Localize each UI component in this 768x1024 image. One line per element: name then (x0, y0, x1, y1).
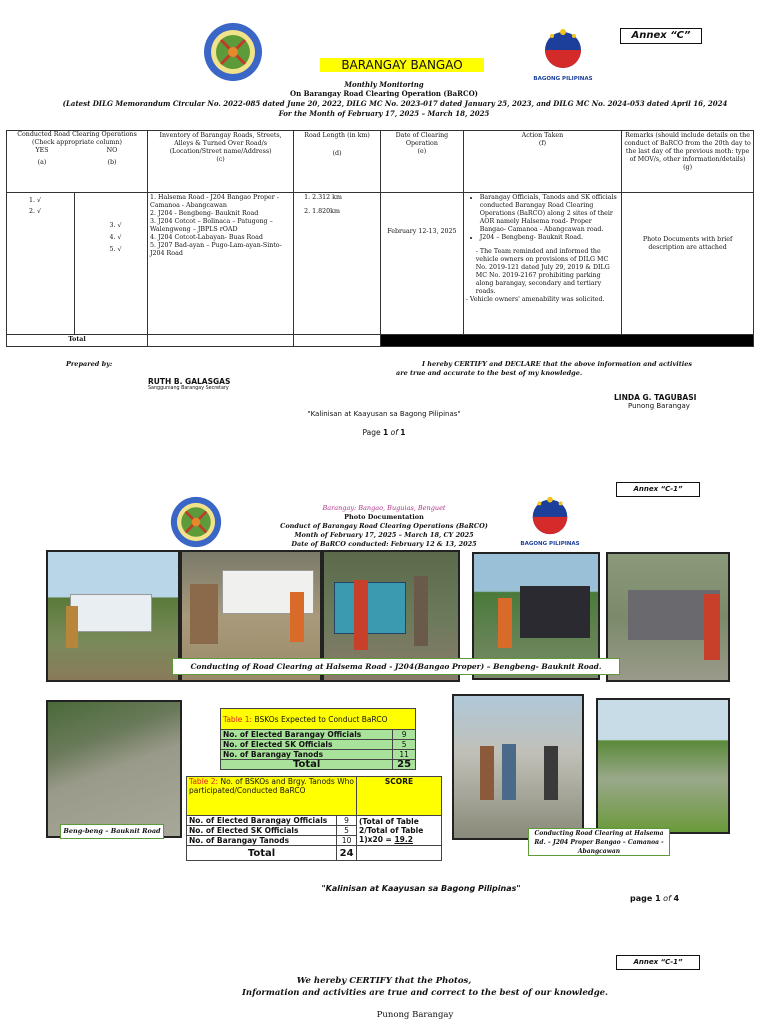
table2-total-value: 24 (337, 846, 357, 861)
header-line2: On Barangay Road Clearing Operation (BaRCO) (290, 89, 478, 98)
photo-5 (606, 552, 730, 682)
col-action-header: Action Taken (f) (463, 131, 621, 193)
table1-row-value: 9 (393, 730, 416, 740)
motto: "Kalinisan at Kaayusan sa Bagong Pilipinas" (307, 410, 461, 418)
caption-bengbeng: Beng-beng – Bauknit Road (60, 824, 164, 839)
col-remarks-header: Remarks (should include details on the conduct of BaRCO from the 20th day to the last day of the previous moth: type of MOV/s, other information/details) (g) (622, 131, 754, 193)
road-item: 5. J207 Bad-ayan – Pugo-Lam-ayan-Sinto- J204 Road (150, 242, 282, 257)
photo-bengbeng-road (46, 700, 182, 838)
col-no-header: NO (b) (106, 147, 118, 166)
no-cell: 3. √ 4. √ 5. √ (75, 193, 148, 335)
annex-c1-label: Annex “C-1” (616, 482, 700, 497)
p2-line4: Month of February 17, 2025 – March 18, CY 2025 (294, 531, 474, 539)
table-2 (186, 776, 442, 876)
col-inventory-header: Inventory of Barangay Roads, Streets, Alleys & Turned Over Road/s (Location/Street name/Address) (c) (148, 131, 294, 193)
prepared-by-label: Prepared by: (66, 360, 113, 368)
header-line3: (Latest DILG Memorandum Circular No. 2022-085 dated June 20, 2022, DILG MC No. 2023-017 dated January 25, 2023, and DILG MC No. 2024-053 dated April 16, 2024 (62, 99, 728, 108)
bagong-pilipinas-logo (538, 22, 588, 72)
remarks-cell: Photo Documents with brief description are attached (622, 193, 754, 335)
table1-title: Table 1: BSKOs Expected to Conduct BaRCO (221, 709, 416, 730)
certifier-title: Punong Barangay (628, 402, 690, 410)
preparer-title: Sangguniang Barangay Secretary (148, 386, 229, 391)
col-conducted-header: Conducted Road Clearing Operations (Check appropriate column) (17, 131, 137, 146)
photo-halsema-2 (596, 698, 730, 834)
p2-line3: Conduct of Barangay Road Clearing Operations (BaRCO) (280, 522, 488, 530)
p2-line2: Photo Documentation (344, 513, 424, 521)
annex-c1-label-2: Annex “C-1” (616, 955, 700, 970)
table-1 (220, 708, 416, 770)
table2-formula: (Total of Table 2/Total of Table 1)x20 = 19.2 (357, 816, 442, 846)
action-note: - The Team reminded and informed the vehicle owners on provisions of DILG MC No. 2019-121 dated July 29, 2019 & DILG MC No. 2019-2167 prohibiting parking along barangay, secondary and tertiary roads. (475, 248, 610, 295)
table1-row-label: No. of Elected Barangay Officials (221, 730, 393, 740)
table1-row-label: No. of Elected SK Officials (221, 740, 393, 750)
road-item: 2. J204 - Bengbeng- Bauknit Road (150, 210, 259, 217)
monitoring-table (6, 130, 754, 347)
certify-statement: I hereby CERTIFY and DECLARE that the above information and activities are true and accurate to the best of my knowledge. (396, 360, 692, 377)
barangay-seal-logo (203, 22, 263, 82)
col-date-header: Date of Clearing Operation (e) (380, 131, 463, 193)
barangay-seal-logo-2 (170, 496, 222, 548)
table1-row-value: 11 (393, 750, 416, 760)
table2-row-label: No. of Elected Barangay Officials (187, 816, 337, 826)
barangay-title: BARANGAY BANGAO (320, 58, 484, 72)
roads-cell (148, 193, 294, 335)
photo-caption-main: Conducting of Road Clearing at Halsema Road - J204(Bangao Proper) – Bengbeng- Bauknit Road. (172, 658, 620, 675)
table2-row-value: 9 (337, 816, 357, 826)
action-note: - Vehicle owners' amenability was solicited. (465, 296, 605, 303)
actions-cell (463, 193, 621, 335)
photo-1 (46, 550, 180, 682)
motto-2: "Kalinisan at Kaayusan sa Bagong Pilipinas" (321, 884, 521, 893)
table2-total-label: Total (187, 846, 337, 861)
table2-row-label: No. of Barangay Tanods (187, 836, 337, 846)
table2-row-value: 10 (337, 836, 357, 846)
total-filled-cell (380, 335, 753, 347)
header-line1: Monthly Monitoring (344, 80, 424, 89)
page-number-1: Page 1 of 1 (362, 428, 406, 437)
p2-line1: Barangay: Bangao, Buguias, Benguet (322, 504, 446, 512)
caption-halsema: Conducting Road Clearing at Halsema Rd. – J204 Proper Bangao – Camanoa - Abangcawan (528, 828, 670, 856)
date-cell: February 12-13, 2025 (380, 193, 463, 335)
table1-row-label: No. of Barangay Tanods (221, 750, 393, 760)
col-yes-header: YES (a) (35, 147, 49, 166)
photo-halsema-1 (452, 694, 584, 840)
table2-title: Table 2: No. of BSKOs and Brgy. Tanods Who participated/Conducted BaRCO (187, 777, 357, 816)
annex-c-label: Annex “C” (620, 28, 702, 44)
table1-row-value: 5 (393, 740, 416, 750)
bagong-pilipinas-text: BAGONG PILIPINAS (533, 76, 593, 82)
p2-line5: Date of BaRCO conducted: February 12 & 13, 2025 (291, 540, 477, 548)
col-length-header: Road Length (in km) (d) (294, 131, 381, 193)
table1-total-label: Total (221, 760, 393, 770)
certifier-name: LINDA G. TAGUBASI (614, 393, 697, 402)
table1-total-value: 25 (393, 760, 416, 770)
total-label: Total (7, 335, 148, 347)
lengths-cell: 1. 2.312 km 2. 1.820km (294, 193, 381, 335)
table2-row-value: 5 (337, 826, 357, 836)
preparer-name: RUTH B. GALASGAS (148, 377, 231, 386)
punong-barangay-label: Punong Barangay (376, 1010, 454, 1020)
yes-cell: 1. √ 2. √ (7, 193, 75, 335)
certify2-line2: Information and activities are true and correct to the best of our knowledge. (241, 988, 609, 998)
bagong-pilipinas-text-2: BAGONG PILIPINAS (520, 541, 580, 547)
table2-row-label: No. of Elected SK Officials (187, 826, 337, 836)
certify2-line1: We hereby CERTIFY that the Photos, (296, 976, 472, 986)
road-item: 4. J204 Cotcot-Labayan- Buas Road (150, 234, 263, 241)
header-line4: For the Month of February 17, 2025 – March 18, 2025 (278, 109, 490, 118)
action-item: • J204 – Bengbeng- Bauknit Road. (480, 234, 619, 242)
road-item: 3. J204 Cotcot – Bolinaca – Patugong – Walengweng – JBPLS rOAD (150, 218, 273, 233)
action-item: • Barangay Officials, Tanods and SK officials conducted Barangay Road Clearing Operations (BaRCO) along 2 sites of their AOR namely Halsema road- Proper Bangao- Camanoa - Abangcawan road. (480, 194, 619, 234)
road-item: 1. Halsema Road - J204 Bangao Proper - Camanoa - Abangcawan (150, 194, 279, 209)
table2-score-header: SCORE (357, 777, 442, 816)
page-number-2: page 1 of 4 (630, 894, 680, 903)
